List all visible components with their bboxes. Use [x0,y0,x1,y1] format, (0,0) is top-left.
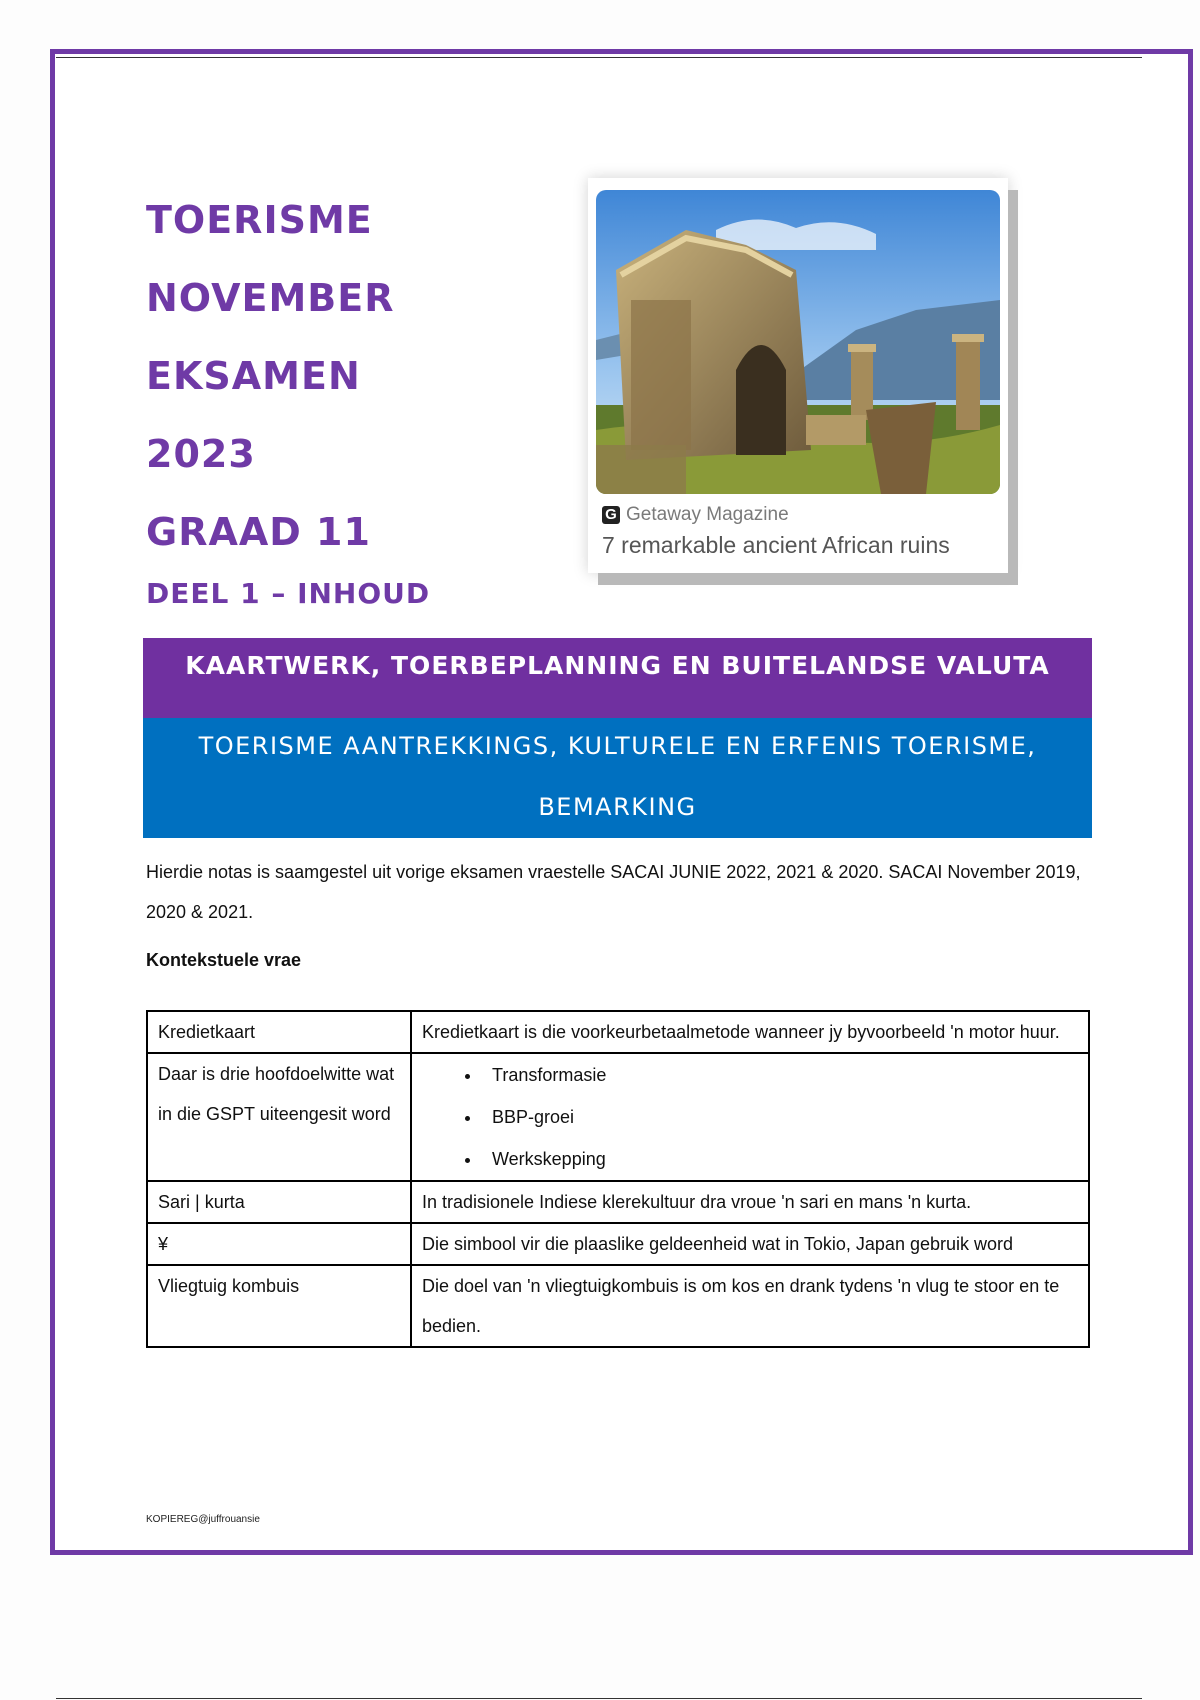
table-row [147,1053,1089,1181]
subtitle: DEEL 1 – INHOUD [146,577,431,610]
table-term: ¥ [147,1223,411,1265]
table-definition [411,1053,1089,1181]
intro-paragraph: Hierdie notas is saamgestel uit vorige eksamen vraestelle SACAI JUNIE 2022, 2021 & 2020. SACAI November 2019, 2020 & 2021. [146,862,1081,922]
section-heading: Kontekstuele vrae [146,950,302,970]
topic-band-blue [143,718,1092,838]
topic-band-purple-text: KAARTWERK, TOERBEPLANNING EN BUITELANDSE VALUTA [185,651,1050,680]
title-line-1: TOERISME [146,198,373,242]
table-definition: Die doel van 'n vliegtuigkombuis is om kos en drank tydens 'n vlug te stoor en te bedien. [411,1265,1089,1347]
table-term: Daar is drie hoofdoelwitte wat in die GSPT uiteengesit word [147,1053,411,1181]
table-term: Sari | kurta [147,1181,411,1223]
objectives-list [422,1054,1078,1180]
table-row [147,1011,1089,1053]
table-row [147,1223,1089,1265]
image-caption[interactable]: 7 remarkable ancient African ruins [602,532,950,558]
title-line-2: NOVEMBER [146,276,395,320]
ruins-photo [596,190,1000,494]
list-item: • Werkskepping [482,1138,1078,1180]
getaway-logo-icon: G [602,506,620,524]
image-source-label: Getaway Magazine [626,504,789,525]
list-item: • Transformasie [482,1054,1078,1096]
table-definition: Die simbool vir die plaaslike geldeenheid wat in Tokio, Japan gebruik word [411,1223,1089,1265]
image-card[interactable] [588,178,1008,573]
topic-band-blue-line-1: TOERISME AANTREKKINGS, KULTURELE EN ERFENIS TOERISME, [198,732,1037,760]
image-source [602,504,789,526]
table-row [147,1181,1089,1223]
title-line-3: EKSAMEN [146,354,361,398]
table-row [147,1265,1089,1347]
table-term: Kredietkaart [147,1011,411,1053]
topic-band-purple [143,638,1092,718]
table-term: Vliegtuig kombuis [147,1265,411,1347]
title-line-4: 2023 [146,432,256,476]
list-item: • BBP-groei [482,1096,1078,1138]
title-line-5: GRAAD 11 [146,510,371,554]
context-table [146,1010,1090,1348]
table-definition: Kredietkaart is die voorkeurbetaalmetode wanneer jy byvoorbeeld 'n motor huur. [411,1011,1089,1053]
table-definition: In tradisionele Indiese klerekultuur dra vroue 'n sari en mans 'n kurta. [411,1181,1089,1223]
copyright-footer: KOPIEREG@juffrouansie [146,1514,260,1525]
bottom-rule [56,1698,1142,1699]
title-block [146,190,394,580]
topic-band-blue-line-2: BEMARKING [538,793,697,821]
top-rule [56,57,1142,58]
